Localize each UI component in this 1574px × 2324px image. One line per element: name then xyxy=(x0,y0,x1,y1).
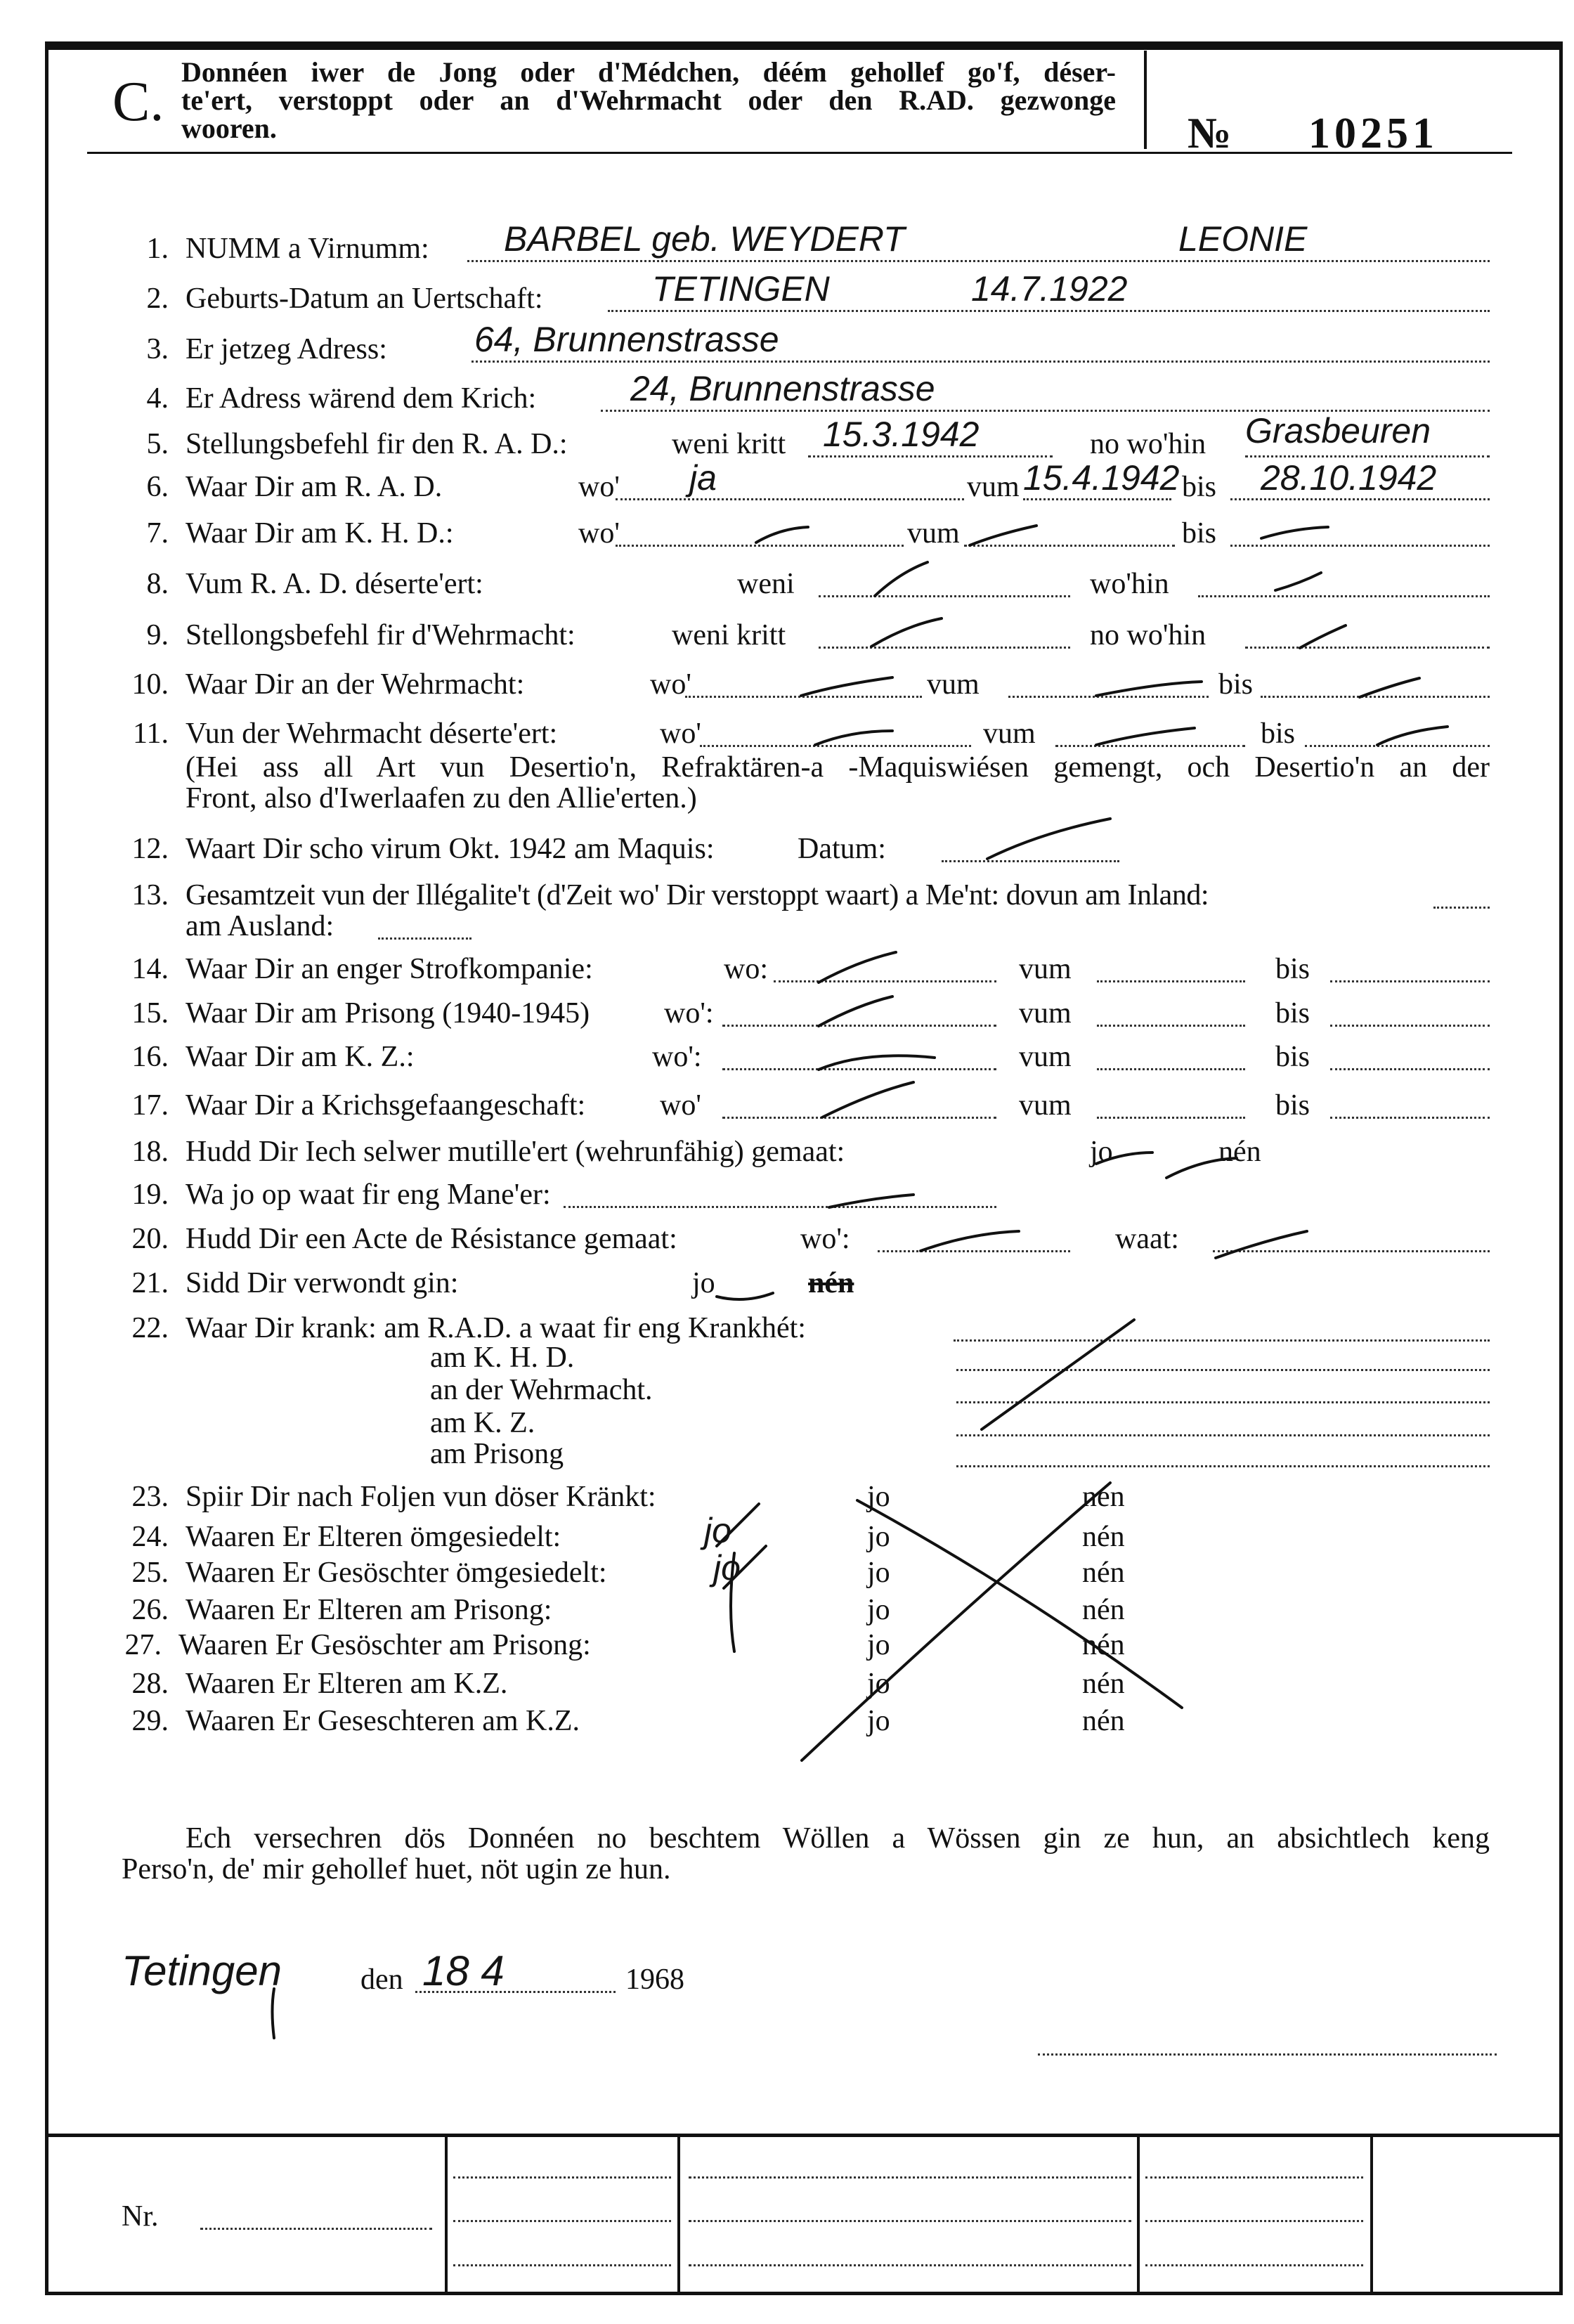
section-letter: C. xyxy=(112,71,164,133)
q18-label: Hudd Dir Iech selwer mutille'ert (wehrunfähig) gemaat: xyxy=(186,1136,845,1168)
q18-number: 18. xyxy=(131,1136,169,1168)
q11-note: Front, also d'Iwerlaafen zu den Allie'erten.) xyxy=(186,782,697,814)
q5-answer-date: 15.3.1942 xyxy=(823,415,980,454)
q16-vum: vum xyxy=(1019,1041,1072,1073)
q24-label: Waaren Er Elteren ömgesiedelt: xyxy=(186,1521,561,1553)
q27-nen[interactable]: nén xyxy=(1082,1629,1125,1661)
q26-nen[interactable]: nén xyxy=(1082,1594,1125,1626)
q22-label: Waar Dir krank: am R.A.D. a waat fir eng Krankhét: xyxy=(186,1312,806,1344)
q3-number: 3. xyxy=(146,333,169,365)
q6-number: 6. xyxy=(146,471,169,503)
q9-number: 9. xyxy=(146,619,169,651)
den-label: den xyxy=(360,1963,403,1996)
q20-waat: waat: xyxy=(1115,1223,1179,1255)
q18-nen[interactable]: nén xyxy=(1218,1136,1261,1168)
q15-wo: wo': xyxy=(664,997,714,1030)
q29-label: Waaren Er Geseschteren am K.Z. xyxy=(186,1705,580,1737)
q7-wo: wo' xyxy=(578,517,620,550)
signature-date: 18 4 xyxy=(422,1947,505,1994)
q5-answer-place: Grasbeuren xyxy=(1245,411,1431,450)
q28-nen[interactable]: nén xyxy=(1082,1668,1125,1700)
q12-number: 12. xyxy=(131,833,169,865)
q22-sub: am K. H. D. xyxy=(430,1342,575,1374)
q22-sub: am Prisong xyxy=(430,1438,564,1470)
q25-nen[interactable]: nén xyxy=(1082,1557,1125,1589)
q27-label: Waaren Er Gesöschter am Prisong: xyxy=(178,1629,591,1661)
q19-number: 19. xyxy=(131,1179,169,1211)
q8-weni: weni xyxy=(737,568,795,600)
q29-number: 29. xyxy=(131,1705,169,1737)
q5-number: 5. xyxy=(146,428,169,460)
q21-jo[interactable]: jo xyxy=(692,1267,715,1299)
q20-wo: wo': xyxy=(800,1223,850,1255)
q2-answer-place: TETINGEN xyxy=(652,269,830,309)
document-number: 10251 xyxy=(1308,110,1438,157)
q15-vum: vum xyxy=(1019,997,1072,1030)
q6-bis: bis xyxy=(1182,471,1217,503)
q12-datum: Datum: xyxy=(798,833,886,865)
q28-label: Waaren Er Elteren am K.Z. xyxy=(186,1668,508,1700)
q6-wo: wo' xyxy=(578,471,620,503)
q6-answer-to: 28.10.1942 xyxy=(1261,458,1437,498)
footer-nr-label: Nr. xyxy=(122,2200,159,2233)
q17-vum: vum xyxy=(1019,1089,1072,1122)
q14-label: Waar Dir an enger Strofkompanie: xyxy=(186,953,593,985)
q26-jo[interactable]: jo xyxy=(867,1594,890,1626)
q8-wohin: wo'hin xyxy=(1090,568,1169,600)
q25-number: 25. xyxy=(131,1557,169,1589)
q21-label: Sidd Dir verwondt gin: xyxy=(186,1267,459,1299)
q1-label: NUMM a Virnumm: xyxy=(186,233,429,265)
q12-label: Waart Dir scho virum Okt. 1942 am Maquis: xyxy=(186,833,715,865)
q17-number: 17. xyxy=(131,1089,169,1122)
q25-jo[interactable]: jo xyxy=(867,1557,890,1589)
q27-number: 27. xyxy=(124,1629,162,1661)
q5-weni-kritt: weni kritt xyxy=(672,428,786,460)
q16-wo: wo': xyxy=(652,1041,702,1073)
header-line: wooren. xyxy=(181,112,277,144)
q14-number: 14. xyxy=(131,953,169,985)
q10-vum: vum xyxy=(927,668,980,701)
q11-wo: wo' xyxy=(660,718,701,750)
q13-label: Gesamtzeit vun der Illégalite't (d'Zeit wo' Dir verstoppt waart) a Me'nt: dovun am Inland: xyxy=(186,879,1209,911)
q2-label: Geburts-Datum an Uertschaft: xyxy=(186,283,543,315)
header-line: Donnéen iwer de Jong oder d'Médchen, déém gehollef go'f, déser- xyxy=(181,56,1116,88)
q16-label: Waar Dir am K. Z.: xyxy=(186,1041,415,1073)
q17-wo: wo' xyxy=(660,1089,701,1122)
q22-sub: am K. Z. xyxy=(430,1407,535,1439)
q9-weni-kritt: weni kritt xyxy=(672,619,786,651)
q18-jo[interactable]: jo xyxy=(1090,1136,1113,1168)
q15-label: Waar Dir am Prisong (1940-1945) xyxy=(186,997,590,1030)
q21-number: 21. xyxy=(131,1267,169,1299)
q5-label: Stellungsbefehl fir den R. A. D.: xyxy=(186,428,568,460)
q24-jo[interactable]: jo xyxy=(867,1521,890,1553)
q19-label: Wa jo op waat fir eng Mane'er: xyxy=(186,1179,551,1211)
q1-number: 1. xyxy=(146,233,169,265)
q14-bis: bis xyxy=(1275,953,1310,985)
q23-nen[interactable]: nén xyxy=(1082,1481,1125,1513)
q9-label: Stellongsbefehl fir d'Wehrmacht: xyxy=(186,619,575,651)
q27-jo[interactable]: jo xyxy=(867,1629,890,1661)
q23-number: 23. xyxy=(131,1481,169,1513)
q3-answer: 64, Brunnenstrasse xyxy=(474,320,779,359)
q23-jo[interactable]: jo xyxy=(867,1481,890,1513)
q26-label: Waaren Er Elteren am Prisong: xyxy=(186,1594,552,1626)
q11-label: Vun der Wehrmacht déserte'ert: xyxy=(186,718,558,750)
q11-bis: bis xyxy=(1261,718,1296,750)
q7-bis: bis xyxy=(1182,517,1217,550)
q5-no-wohin: no wo'hin xyxy=(1090,428,1206,460)
q16-number: 16. xyxy=(131,1041,169,1073)
q6-answer-where: ja xyxy=(689,458,717,498)
q1-answer-firstname: LEONIE xyxy=(1178,219,1308,259)
q11-vum: vum xyxy=(983,718,1036,750)
signature-place: Tetingen xyxy=(122,1947,282,1994)
declaration-line: Perso'n, de' mir gehollef huet, nöt ugin ze hun. xyxy=(122,1853,671,1885)
q17-label: Waar Dir a Krichsgefaangeschaft: xyxy=(186,1089,586,1122)
q6-answer-from: 15.4.1942 xyxy=(1023,458,1180,498)
declaration-line: Ech versechren dös Donnéen no beschtem Wöllen a Wössen gin ze hun, an absichtlech keng xyxy=(186,1822,1490,1855)
q17-bis: bis xyxy=(1275,1089,1310,1122)
q14-vum: vum xyxy=(1019,953,1072,985)
q21-nen[interactable]: nén xyxy=(808,1267,854,1299)
q14-wo: wo: xyxy=(724,953,768,985)
q7-number: 7. xyxy=(146,517,169,550)
q4-answer: 24, Brunnenstrasse xyxy=(630,369,935,408)
q24-handwritten: jo xyxy=(704,1511,731,1550)
q11-note: (Hei ass all Art vun Desertio'n, Refraktären-a -Maquiswiésen gemengt, och Desertio'n an der xyxy=(186,751,1490,784)
q16-bis: bis xyxy=(1275,1041,1310,1073)
q10-number: 10. xyxy=(131,668,169,701)
q4-label: Er Adress wärend dem Krich: xyxy=(186,382,537,415)
q25-label: Waaren Er Gesöschter ömgesiedelt: xyxy=(186,1557,607,1589)
q4-number: 4. xyxy=(146,382,169,415)
q6-label: Waar Dir am R. A. D. xyxy=(186,471,443,503)
q1-answer-name: BARBEL geb. WEYDERT xyxy=(504,219,905,259)
q11-number: 11. xyxy=(133,718,169,750)
header-line: te'ert, verstoppt oder an d'Wehrmacht oder den R.AD. gezwonge xyxy=(181,84,1116,116)
q25-handwritten: jo xyxy=(713,1548,741,1588)
q13-number: 13. xyxy=(131,879,169,911)
signature-year: 1968 xyxy=(625,1963,684,1996)
q15-number: 15. xyxy=(131,997,169,1030)
q2-answer-date: 14.7.1922 xyxy=(971,269,1128,309)
q20-number: 20. xyxy=(131,1223,169,1255)
q24-number: 24. xyxy=(131,1521,169,1553)
q23-label: Spiir Dir nach Foljen vun döser Kränkt: xyxy=(186,1481,656,1513)
q29-nen[interactable]: nén xyxy=(1082,1705,1125,1737)
q10-wo: wo' xyxy=(650,668,691,701)
q2-number: 2. xyxy=(146,283,169,315)
q7-label: Waar Dir am K. H. D.: xyxy=(186,517,454,550)
q26-number: 26. xyxy=(131,1594,169,1626)
q24-nen[interactable]: nén xyxy=(1082,1521,1125,1553)
q8-number: 8. xyxy=(146,568,169,600)
q15-bis: bis xyxy=(1275,997,1310,1030)
number-symbol: № xyxy=(1188,110,1232,157)
q6-vum: vum xyxy=(967,471,1020,503)
q28-number: 28. xyxy=(131,1668,169,1700)
q10-bis: bis xyxy=(1218,668,1254,701)
q3-label: Er jetzeg Adress: xyxy=(186,333,387,365)
q22-sub: an der Wehrmacht. xyxy=(430,1374,653,1406)
q29-jo[interactable]: jo xyxy=(867,1705,890,1737)
q22-number: 22. xyxy=(131,1312,169,1344)
q28-jo[interactable]: jo xyxy=(867,1668,890,1700)
q7-vum: vum xyxy=(907,517,960,550)
q8-label: Vum R. A. D. déserte'ert: xyxy=(186,568,483,600)
q13-label2: am Ausland: xyxy=(186,910,334,942)
q9-no-wohin: no wo'hin xyxy=(1090,619,1206,651)
q10-label: Waar Dir an der Wehrmacht: xyxy=(186,668,525,701)
q20-label: Hudd Dir een Acte de Résistance gemaat: xyxy=(186,1223,677,1255)
